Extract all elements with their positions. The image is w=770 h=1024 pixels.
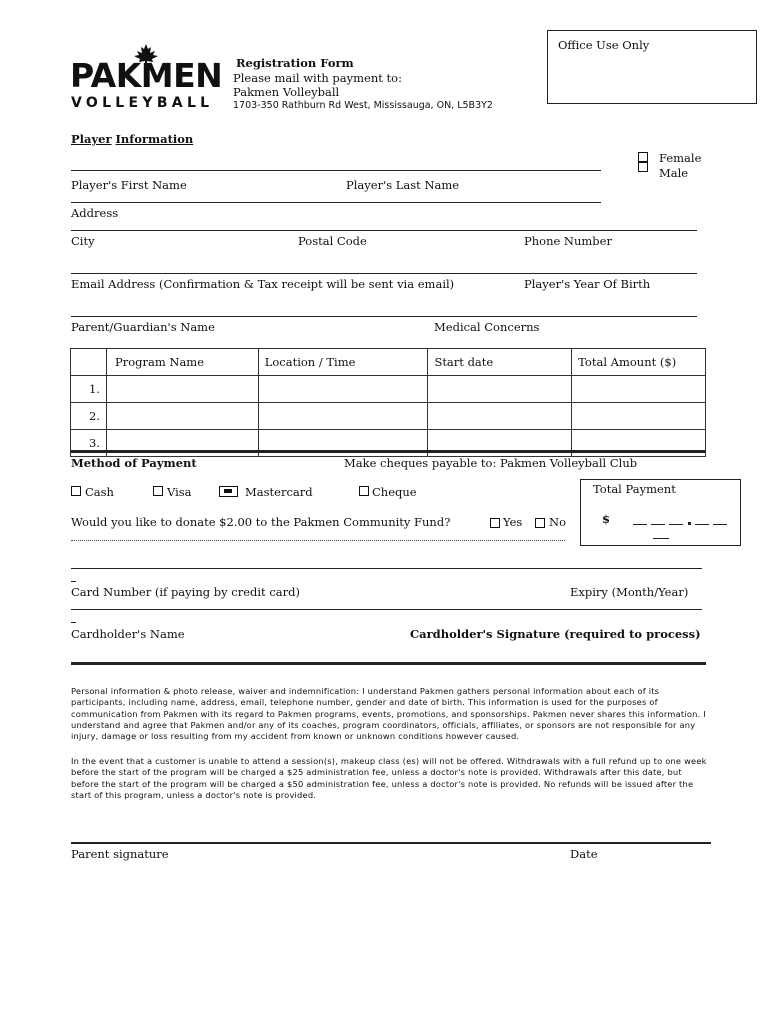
expiry-label: Expiry (Month/Year): [570, 585, 689, 599]
visa-checkbox[interactable]: [153, 486, 163, 496]
section-divider: [71, 662, 706, 665]
card-number-line[interactable]: [71, 568, 702, 569]
office-use-label: Office Use Only: [558, 38, 650, 52]
email-field-line[interactable]: [71, 273, 697, 274]
first-name-label: Player's First Name: [71, 178, 187, 192]
row-number: 1.: [71, 376, 107, 403]
table-header-cell: Start date: [428, 349, 572, 376]
table-header-cell: Location / Time: [258, 349, 428, 376]
guardian-field-line[interactable]: [71, 316, 697, 317]
name-field-line[interactable]: [71, 170, 601, 171]
cardholder-signature-label: Cardholder's Signature (required to process): [410, 627, 701, 641]
total-payment-label: Total Payment: [593, 482, 676, 496]
amount-dash: [651, 524, 665, 525]
amount-dash: [669, 524, 683, 525]
year-of-birth-label: Player's Year Of Birth: [524, 277, 651, 291]
row-number: 2.: [71, 403, 107, 430]
cash-label: Cash: [85, 485, 114, 499]
cheque-label: Cheque: [372, 485, 417, 499]
donate-no-checkbox[interactable]: [535, 518, 545, 528]
office-use-box: [547, 30, 757, 104]
no-label: No: [549, 515, 566, 529]
table-header-cell: Total Amount ($): [572, 349, 706, 376]
amount-cell[interactable]: [572, 403, 706, 430]
card-number-label: Card Number (if paying by credit card): [71, 585, 300, 599]
payment-heading: Method of Payment: [71, 456, 197, 470]
mail-recipient: Pakmen Volleyball: [233, 85, 340, 99]
legal-paragraph-1: Personal information & photo release, waiver and indemnification: I understand Pakmen gathers personal information about each of its participants, including name, address, email, telephone number, gender and date of birth. This information is used for the purposes of communication from Pakmen with its regard to Pakmen programs, events, promotions, and sponsorships. Pakmen never shares this information. I understand and agree that Pakmen and/or any of its coaches, program coordinators, officials, affiliates, or sponsors are not responsible for any injury, damage or loss resulting from my accident from known or unknown conditions however caused.: [71, 686, 706, 742]
table-header-cell: [71, 349, 107, 376]
address-field-line[interactable]: [71, 202, 601, 203]
phone-label: Phone Number: [524, 234, 612, 248]
section-divider: [71, 450, 706, 453]
donate-underline: [71, 540, 565, 541]
legal-paragraph-2: In the event that a customer is unable to attend a session(s), makeup class (es) will not be offered. Withdrawals with a full refund up to one week before the start of the program will be charged a $25 administration fee, unless a doctor's note is provided. Withdrawals after this date, but before the start of the program will be charged a $50 administration fee, unless a doctor's note is provided. No refunds will be issued after the start of this program, unless a doctor's note is provided.: [71, 756, 707, 800]
mail-instruction: Please mail with payment to:: [233, 71, 402, 85]
mail-address: 1703-350 Rathburn Rd West, Mississauga, ON, L5B3Y2: [233, 100, 493, 111]
cardholder-line[interactable]: [71, 609, 702, 610]
postal-label: Postal Code: [298, 234, 367, 248]
city-label: City: [71, 234, 95, 248]
program-name-cell[interactable]: [106, 403, 258, 430]
start-date-cell[interactable]: [428, 403, 572, 430]
guardian-label: Parent/Guardian's Name: [71, 320, 215, 334]
mastercard-label: Mastercard: [245, 485, 313, 499]
dollar-sign: $: [602, 512, 611, 526]
total-payment-box[interactable]: [580, 479, 741, 546]
medical-label: Medical Concerns: [434, 320, 540, 334]
amount-dash: [713, 524, 727, 525]
amount-dash: [695, 524, 709, 525]
cheque-checkbox[interactable]: [359, 486, 369, 496]
donate-question: Would you like to donate $2.00 to the Pakmen Community Fund?: [71, 515, 451, 529]
cheque-note: Make cheques payable to: Pakmen Volleyball Club: [344, 456, 638, 470]
heading-player: Player: [71, 132, 112, 146]
location-cell[interactable]: [258, 403, 428, 430]
program-name-cell[interactable]: [106, 376, 258, 403]
female-label: Female: [659, 151, 702, 165]
address-label: Address: [71, 206, 119, 220]
table-header-row: [71, 349, 706, 376]
cardholder-name-label: Cardholder's Name: [71, 627, 185, 641]
logo: [70, 44, 225, 114]
logo-word-volleyball: VOLLEYBALL: [71, 95, 214, 111]
amount-dash: [633, 524, 647, 525]
logo-word-pakmen: PAKMEN: [70, 56, 223, 95]
amount-dash: [653, 538, 669, 539]
parent-signature-label: Parent signature: [71, 847, 169, 861]
short-dash: [71, 622, 76, 623]
email-label: Email Address (Confirmation & Tax receipt will be sent via email): [71, 277, 455, 291]
cash-checkbox[interactable]: [71, 486, 81, 496]
female-checkbox[interactable]: [638, 152, 648, 162]
table-row: [71, 403, 706, 430]
mastercard-checkbox[interactable]: [219, 486, 238, 497]
visa-label: Visa: [167, 485, 192, 499]
start-date-cell[interactable]: [428, 376, 572, 403]
program-table: [70, 348, 706, 457]
male-checkbox[interactable]: [638, 162, 648, 172]
yes-label: Yes: [503, 515, 523, 529]
last-name-label: Player's Last Name: [346, 178, 460, 192]
table-header-cell: Program Name: [106, 349, 258, 376]
date-label: Date: [570, 847, 598, 861]
player-info-heading: [71, 132, 193, 146]
decimal-dot: [688, 522, 691, 525]
table-row: [71, 376, 706, 403]
location-cell[interactable]: [258, 376, 428, 403]
male-label: Male: [659, 166, 689, 180]
city-field-line[interactable]: [71, 230, 697, 231]
donate-yes-checkbox[interactable]: [490, 518, 500, 528]
row-number: 3.: [71, 430, 107, 457]
short-dash: [71, 581, 76, 582]
signature-line[interactable]: [71, 842, 711, 844]
amount-cell[interactable]: [572, 376, 706, 403]
checkbox-fill: [224, 489, 232, 493]
form-title: Registration Form: [236, 56, 354, 70]
heading-information: Information: [115, 132, 194, 146]
